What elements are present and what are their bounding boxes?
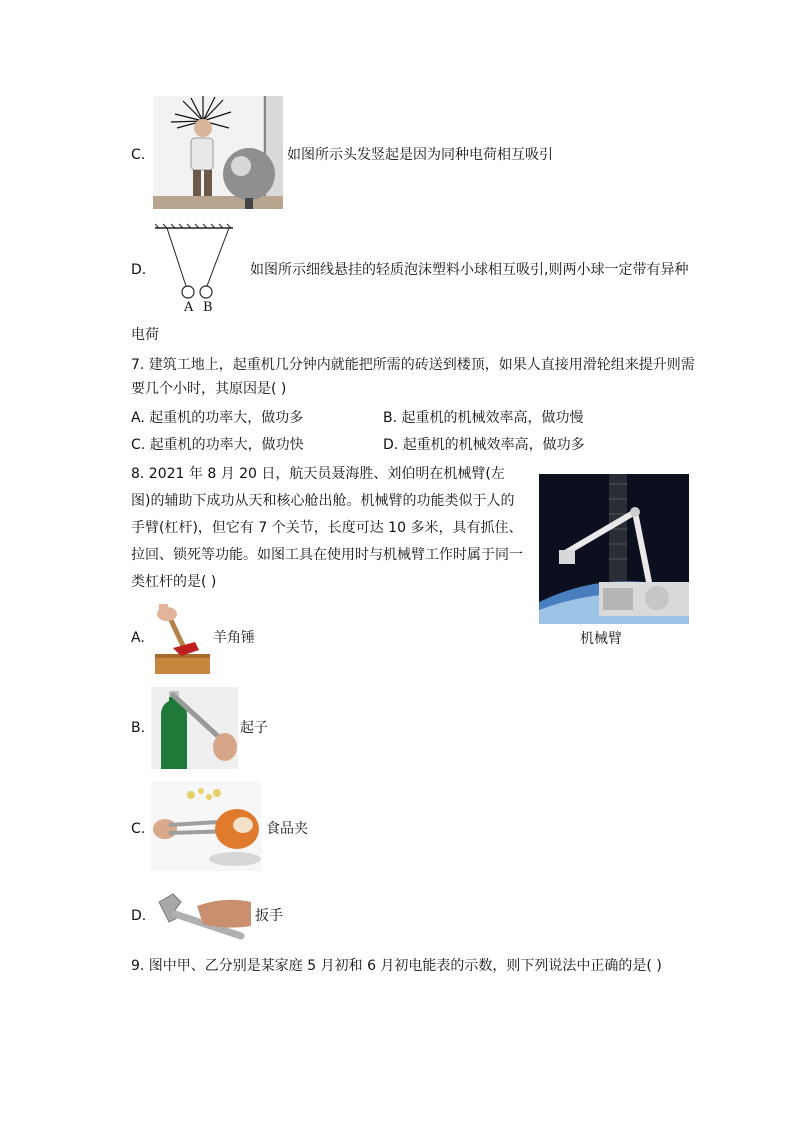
q8-option-d-label: D. xyxy=(131,908,147,924)
q6-option-c-label: C. xyxy=(131,147,146,163)
q6-option-d-label: D. xyxy=(131,262,147,278)
q8-option-c-text: 食品夹 xyxy=(266,821,308,837)
q8-option-d-text: 扳手 xyxy=(255,908,283,924)
robotic-arm-caption: 机械臂 xyxy=(580,631,622,647)
q7-option-d xyxy=(383,435,585,455)
q9-stem: 9. 图中甲、乙分别是某家庭 5 月初和 6 月初电能表的示数，则下列说法中正确的是( ) xyxy=(131,958,662,974)
q6-option-d-text: 如图所示细线悬挂的轻质泡沫塑料小球相互吸引,则两小球一定带有异种 xyxy=(250,262,689,278)
q8-option-c-label: C. xyxy=(131,821,146,837)
q7-option-c-text: 起重机的功率大，做功快 xyxy=(149,437,304,453)
claw-hammer-image xyxy=(155,604,210,674)
q7-option-a xyxy=(131,408,303,428)
ball-a-label: A xyxy=(184,300,194,315)
static-electricity-photo xyxy=(153,96,283,209)
q7-option-b-label: B. xyxy=(383,410,398,426)
wrench-image xyxy=(155,888,252,944)
q7-option-d-label: D. xyxy=(383,437,399,453)
q7-option-a-text: 起重机的功率大，做功多 xyxy=(149,410,304,426)
q8-option-b-label: B. xyxy=(131,720,146,736)
hanging-balls-diagram xyxy=(155,222,237,317)
bottle-opener-image xyxy=(151,687,238,769)
q7-option-b xyxy=(383,408,584,428)
food-tongs-image xyxy=(151,781,262,871)
q8-option-b-text: 起子 xyxy=(240,720,268,736)
q7-option-c xyxy=(131,435,304,455)
q6-option-c-text: 如图所示头发竖起是因为同种电荷相互吸引 xyxy=(287,147,553,163)
q7-option-b-text: 起重机的机械效率高，做功慢 xyxy=(401,410,584,426)
q7-stem: 7. 建筑工地上，起重机几分钟内就能把所需的砖送到楼顶，如果人直接用滑轮组来提升则需要几个小时，其原因是( ) xyxy=(131,357,695,397)
q6-option-d-text-cont: 电荷 xyxy=(131,327,159,343)
ball-b-label: B xyxy=(203,300,213,315)
q7-option-c-label: C. xyxy=(131,437,146,453)
robotic-arm-photo xyxy=(539,474,689,624)
q8-option-a-label: A. xyxy=(131,630,145,646)
q7-option-d-text: 起重机的机械效率高，做功多 xyxy=(402,437,585,453)
q7-option-a-label: A. xyxy=(131,410,145,426)
q8-option-a-text: 羊角锤 xyxy=(213,630,255,646)
q8-stem: 8. 2021 年 8 月 20 日，航天员聂海胜、刘伯明在机械臂(左图)的辅助下成功从天和核心舱出舱。机械臂的功能类似于人的手臂(杠杆)，但它有 7 个关节，长度可达 10 多米，具有抓住、拉回、锁死等功能。如图工具在使用时与机械臂工作时属于同一类杠杆的是( ) xyxy=(131,466,523,590)
